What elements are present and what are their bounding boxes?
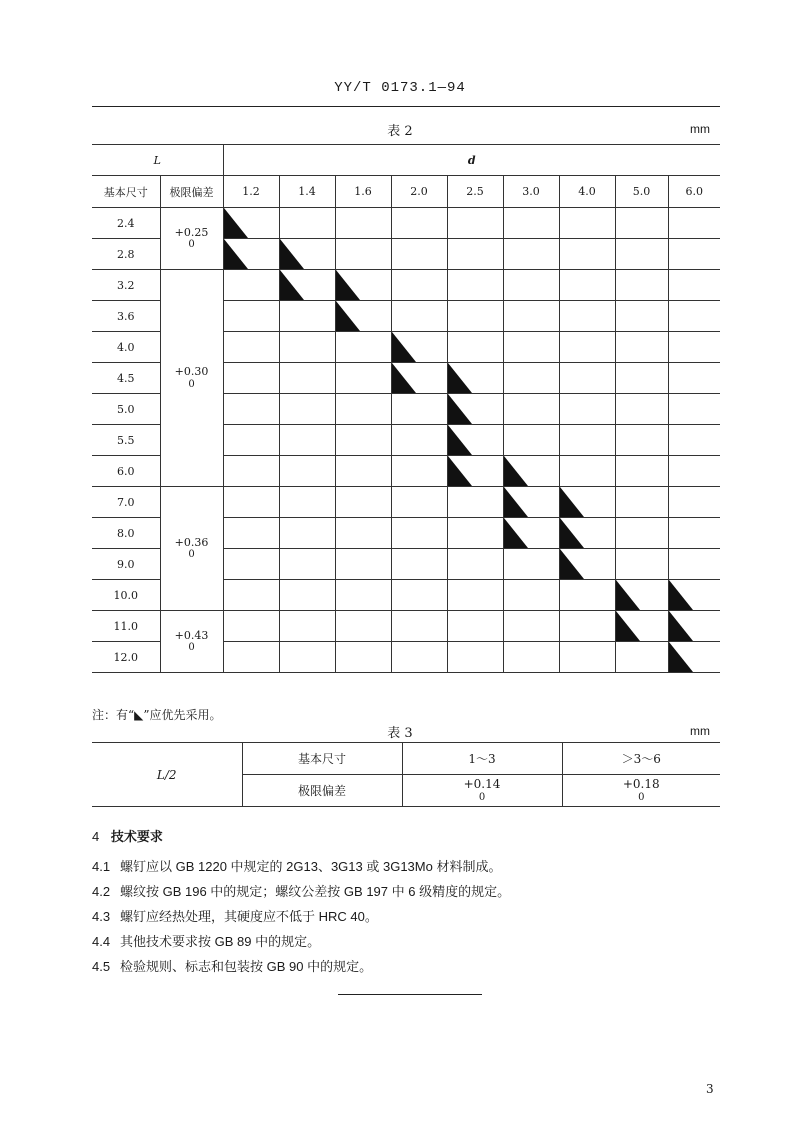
preferred-mark [503,456,559,487]
basic-size-cell: 4.0 [92,332,160,363]
table2 [92,144,720,673]
item-text: 螺钉应经热处理，其硬度应不低于 HRC 40。 [120,909,378,924]
preferred-mark [223,239,279,270]
grid-cell [447,239,503,270]
table-row [92,270,720,301]
table2-header-row [92,176,720,208]
grid-cell [223,363,279,394]
grid-cell [559,301,615,332]
table-row [92,208,720,239]
grid-cell [223,425,279,456]
d-value-header: 6.0 [668,176,720,208]
grid-cell [279,301,335,332]
section-heading [92,826,163,845]
page-number: 3 [706,1082,714,1096]
basic-size-cell: 8.0 [92,518,160,549]
preferred-mark [391,332,447,363]
grid-cell [391,270,447,301]
basic-size-cell: 5.0 [92,394,160,425]
l-header: L [92,145,223,176]
tolerance-header: 极限偏差 [160,176,223,208]
list-item [92,956,732,975]
grid-cell [668,301,720,332]
preferred-mark [335,301,391,332]
grid-cell [447,580,503,611]
preferred-mark [223,208,279,239]
basic-size-cell: 2.4 [92,208,160,239]
item-number: 4.4 [92,934,111,949]
grid-cell [559,425,615,456]
requirements-list [92,856,732,981]
list-item [92,856,732,875]
grid-cell [391,394,447,425]
grid-cell [615,394,668,425]
grid-cell [559,332,615,363]
grid-cell [279,487,335,518]
grid-cell [615,487,668,518]
table3 [92,742,720,807]
grid-cell [335,642,391,673]
item-text: 螺钉应以 GB 1220 中规定的 2G13、3G13 或 3G13Mo 材料制成。 [120,859,502,874]
grid-cell [668,363,720,394]
grid-cell [615,301,668,332]
grid-cell [391,301,447,332]
grid-cell [335,425,391,456]
grid-cell [615,642,668,673]
grid-cell [223,301,279,332]
section-title: 技术要求 [110,829,163,844]
grid-cell [223,549,279,580]
grid-cell [335,363,391,394]
grid-cell [447,611,503,642]
grid-cell [335,611,391,642]
grid-cell [503,580,559,611]
grid-cell [279,208,335,239]
basic-size-cell: 9.0 [92,549,160,580]
table3-tol1: +0.14 0 [402,775,562,807]
grid-cell [279,363,335,394]
grid-cell [223,611,279,642]
grid-cell [668,425,720,456]
basic-size-cell: 10.0 [92,580,160,611]
tolerance-cell: +0.36 0 [160,487,223,611]
preferred-mark [503,487,559,518]
grid-cell [223,487,279,518]
grid-cell [447,270,503,301]
grid-cell [559,642,615,673]
preferred-mark [447,456,503,487]
table3-col2: ＞3～6 [562,743,720,775]
preferred-mark [279,270,335,301]
basic-size-cell: 11.0 [92,611,160,642]
table3-col1: 1～3 [402,743,562,775]
preferred-mark [559,487,615,518]
grid-cell [668,549,720,580]
grid-cell [391,518,447,549]
basic-size-header: 基本尺寸 [92,176,160,208]
grid-cell [559,239,615,270]
preferred-mark [391,363,447,394]
tolerance-cell: +0.25 0 [160,208,223,270]
table3-tol-label: 极限偏差 [242,775,402,807]
tolerance-cell: +0.30 0 [160,270,223,487]
list-item [92,906,732,925]
grid-cell [279,549,335,580]
list-item [92,931,732,950]
grid-cell [223,394,279,425]
table3-unit: mm [690,724,710,738]
header-rule [92,106,720,107]
grid-cell [223,642,279,673]
basic-size-cell: 5.5 [92,425,160,456]
grid-cell [223,518,279,549]
grid-cell [391,642,447,673]
page-header: YY/T 0173.1—94 [334,80,466,96]
item-text: 检验规则、标志和包装按 GB 90 中的规定。 [120,959,373,974]
table2-header-row [92,145,720,176]
table3-caption: 表 3 [387,726,413,741]
grid-cell [668,487,720,518]
table2-unit: mm [690,122,710,136]
basic-size-cell: 3.2 [92,270,160,301]
grid-cell [615,239,668,270]
d-value-header: 2.0 [391,176,447,208]
grid-cell [391,487,447,518]
preferred-mark [335,270,391,301]
grid-cell [503,549,559,580]
grid-cell [223,580,279,611]
basic-size-cell: 2.8 [92,239,160,270]
table2-caption: 表 2 [387,124,413,139]
item-number: 4.5 [92,959,111,974]
preferred-mark [503,518,559,549]
grid-cell [503,611,559,642]
grid-cell [279,642,335,673]
preferred-mark [668,611,720,642]
d-value-header: 4.0 [559,176,615,208]
preferred-mark [668,642,720,673]
grid-cell [279,332,335,363]
grid-cell [503,642,559,673]
table2-note: 注：有“◣”应优先采用。 [92,708,222,722]
grid-cell [223,270,279,301]
grid-cell [668,332,720,363]
grid-cell [559,208,615,239]
preferred-mark [279,239,335,270]
tolerance-cell: +0.43 0 [160,611,223,673]
grid-cell [223,456,279,487]
grid-cell [447,518,503,549]
table3-basic-label: 基本尺寸 [242,743,402,775]
grid-cell [335,456,391,487]
grid-cell [279,518,335,549]
table3-tol2: +0.18 0 [562,775,720,807]
item-number: 4.1 [92,859,111,874]
preferred-mark [615,611,668,642]
section-number: 4 [92,829,100,844]
grid-cell [335,394,391,425]
grid-cell [279,611,335,642]
grid-cell [559,580,615,611]
grid-cell [668,239,720,270]
d-value-header: 1.2 [223,176,279,208]
preferred-mark [559,549,615,580]
preferred-mark [447,363,503,394]
d-header: d [223,145,720,176]
grid-cell [503,208,559,239]
basic-size-cell: 7.0 [92,487,160,518]
item-number: 4.2 [92,884,111,899]
grid-cell [391,611,447,642]
grid-cell [335,208,391,239]
grid-cell [559,270,615,301]
grid-cell [615,456,668,487]
grid-cell [503,301,559,332]
grid-cell [559,456,615,487]
grid-cell [503,239,559,270]
d-value-header: 1.6 [335,176,391,208]
grid-cell [391,208,447,239]
grid-cell [279,394,335,425]
table3-row-label: L/2 [92,743,242,807]
grid-cell [279,456,335,487]
grid-cell [335,487,391,518]
grid-cell [668,270,720,301]
grid-cell [615,518,668,549]
grid-cell [668,456,720,487]
grid-cell [615,425,668,456]
grid-cell [335,518,391,549]
grid-cell [447,642,503,673]
grid-cell [279,580,335,611]
grid-cell [391,425,447,456]
item-number: 4.3 [92,909,111,924]
preferred-mark [447,394,503,425]
d-value-header: 1.4 [279,176,335,208]
grid-cell [668,394,720,425]
grid-cell [503,332,559,363]
end-rule [338,994,482,995]
item-text: 其他技术要求按 GB 89 中的规定。 [120,934,321,949]
grid-cell [447,332,503,363]
grid-cell [335,580,391,611]
grid-cell [391,456,447,487]
grid-cell [559,611,615,642]
preferred-mark [559,518,615,549]
grid-cell [335,332,391,363]
grid-cell [615,208,668,239]
grid-cell [503,425,559,456]
grid-cell [447,208,503,239]
grid-cell [668,208,720,239]
grid-cell [615,270,668,301]
grid-cell [447,301,503,332]
grid-cell [615,549,668,580]
grid-cell [503,394,559,425]
table-row [92,487,720,518]
grid-cell [615,332,668,363]
basic-size-cell: 6.0 [92,456,160,487]
grid-cell [615,363,668,394]
preferred-mark [668,580,720,611]
grid-cell [335,549,391,580]
grid-cell [223,332,279,363]
grid-cell [335,239,391,270]
table3-row [92,743,720,775]
preferred-mark [447,425,503,456]
basic-size-cell: 4.5 [92,363,160,394]
grid-cell [503,270,559,301]
grid-cell [391,549,447,580]
table-row [92,611,720,642]
item-text: 螺纹按 GB 196 中的规定；螺纹公差按 GB 197 中 6 级精度的规定。 [120,884,511,899]
basic-size-cell: 3.6 [92,301,160,332]
grid-cell [447,549,503,580]
d-value-header: 5.0 [615,176,668,208]
grid-cell [559,394,615,425]
list-item [92,881,732,900]
grid-cell [559,363,615,394]
grid-cell [279,425,335,456]
grid-cell [391,239,447,270]
preferred-mark [615,580,668,611]
grid-cell [668,518,720,549]
d-value-header: 2.5 [447,176,503,208]
basic-size-cell: 12.0 [92,642,160,673]
grid-cell [391,580,447,611]
grid-cell [447,487,503,518]
grid-cell [503,363,559,394]
d-value-header: 3.0 [503,176,559,208]
